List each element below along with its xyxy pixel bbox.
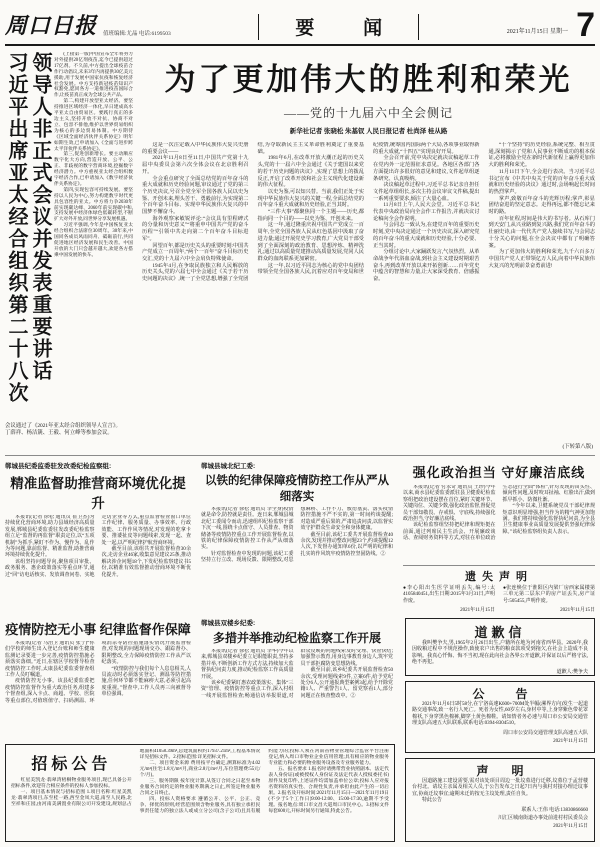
- article-inspection-work: [201, 618, 393, 740]
- article-political-duty: [403, 461, 595, 561]
- lost-notices-section: [403, 565, 595, 613]
- article-epidemic-discipline: [201, 461, 393, 613]
- continued-note: (下转第八版): [558, 442, 593, 450]
- apec-article-footer: [5, 423, 133, 437]
- apology-body: 我叫樊争夫,男,1965年2月26日出生,户籍所在地为河南省西华县。2020年,我因收粮过程中不规范操作,致使农户出售的粮食款项受到拖欠,在社会上造成不良影响。我真心忏悔、悔不当初,现在此向社会各界公开道歉,并保证以后严格守法,绝不再犯。: [412, 641, 588, 666]
- tender-notice-box: [5, 744, 395, 842]
- apec-article-body: (上接第一版)中国宣布全年将努力对外提供20亿剂疫苗,迄今已提供超过17亿剂。不久前,中方提出全球疫苗合作行动倡议,未来3年内再提供30亿美元援助,用于发展中国家抗疫和恢复经济社会发展。中方支持新冠疫苗知识产权豁免,愿同各方一道推进疫苗国际合作,让疫苗真正成为全球公共产品。 第二,构建开放型亚太经济。要坚持推进区域经济一体化,早日建成高水平亚太自由贸易区。要践行真正的多边主义,坚持开放不对抗、协商不对立、包容不排他,维护以世界贸易组织为核心的多边贸易体制。中方期待《区域全面经济伙伴关系协定》明年如期生效,已申请加入《全面与进步跨太平洋伙伴关系协定》。 第三,促进创新增长。要主动顺应数字化大方向,营造开放、公平、公正、非歧视的数字营商环境,挖掘数字经济潜力。中方重视亚太经合组织数字经济合作,已申请加入《数字经济伙伴关系协定》。 第四,实现包容可持续发展。要坚持以人民为中心,努力构建数字时代更具包容性的亚太。中方将力争2030年前实现碳达峰、2060年前实现碳中和,支持发展中经济体绿色低碳转型,不断扩大对外开放,同世界分享发展机遇。 习近平强调,今年是中国恢复亚太经合组织合法席位30周年。30年来,中国同各成员风雨同舟、砥砺前行,共同促进地区经济发展和民生改善。中国开放的大门只会越开越大,欢迎各方搭乘中国发展的快车。: [54, 52, 133, 258]
- article-b-headline: 以铁的纪律保障疫情防控工作从严从细落实: [205, 475, 389, 503]
- plenum-subtitle: ——党的十九届六中全会侧记: [283, 106, 453, 120]
- apec-attendees-line: 丁薛祥、杨洁篪、王毅、何立峰等参加会议。: [5, 429, 113, 436]
- lost-notice-item: [503, 586, 595, 613]
- article-d-body: 本报讯(记者 马治卫 通讯员 张宁)“你们学校的师生出入登记台账和师生健康监测记录要进一步完善,疫情防控措施必须落实落细。”近日,在辖区学校督导检查疫情防控工作时,太康县纪委监委督查组工作人员叮嘱道。 疫情防控无小事。该县纪委监委把疫情防控监督作为重大政治任务,组建多个督查组,深入卡点、商超、学校、医院等重点部位,对值班值守、扫码测温、环境消杀等防控措施落实情况开展监督检查,对发现的问题现场交办、跟踪督办、限期整改,全力保障疫情防控工作从严以纪落实。 “疫情防控与我们每个人息息相关,人员流动时必须落实登记、测温等防控措施,任何环节都不能麻痹大意,必须引起高度重视。”督查中,工作人员再三向被督导单位强调。: [5, 641, 191, 704]
- plenum-body: 这是一次注定载入中华民族伟大复兴史册的重要会议—— 2021年11月8日至11日,中国共产党第十九届中央委员会第六次全体会议在北京胜利召开。 全会重点研究了全面总结党的百年奋斗的重大成就和历史经验问题,审议通过了党的第三个历史决议,号召全党全军全国各族人民以史为鉴、开创未来,埋头苦干、勇毅前行,为实现第二个百年奋斗目标、实现中华民族伟大复兴的中国梦不懈奋斗。 海外观察家敏锐评论:“会议具有里程碑式的分量和历史意义”“将重申中国共产党的奋斗历程”“引领中共走向第二个百年奋斗目标进军”。 回望百年,都是历史关头的重要时刻:中国共产党成立一百周年,“两个一百年”奋斗目标历史交汇,党的十九届六中全会肩负特殊使命。 1945年4月,在争取民族独立和人民解放的历史关头,党的六届七中全会通过《关于若干历史问题的决议》,统一了全党思想,增强了全党团结,为夺取新民主主义革命胜利奠定了重要基础。 1981年6月,在改革开放大潮正起的历史关头,党的十一届六中全会通过《关于建国以来党的若干历史问题的决议》,实现了思想上的拨乱反正,开启了改革开放和社会主义现代化建设新的伟大征程。 以史为鉴,可以知兴替。当前,我们正处于实现中华民族伟大复兴的关键一程,全面总结党的百年奋斗重大成就和历史经验,正当其时。 “三件大事”都聚焦同一个主题——历史,都指向同一个目的——以史为鉴、开创未来。 这一年,通过隆重庆祝中国共产党成立一百周年,全党全国各族人民从红色基因中汲取了奋进力量;通过开展党史学习教育,广大党员干部受到了全面深刻的政治教育、思想淬炼、精神洗礼;通过以高质量党建推动高质量发展,党同人民群众的血肉联系更加紧密。 这一年,以习近平同志为核心的党中央团结带领全党全国各族人民,沉着应对百年变局和世纪疫情,统筹国内国际两个大局,各项事业取得新的重大成就,“十四五”实现良好开局。 全会召开前,党中央决定就决议稿起草工作在党内外一定范围征求意见。各地区各部门各方面提出许多很好的意见和建议,文件起草组逐条研究、认真吸纳。 决议稿起草过程中,习近平总书记亲自担任文件起草组组长,多次主持会议审议文件稿,提出一系列重要要求,倾注了大量心血。 11月8日上午,人民大会堂。习近平总书记代表中央政治局向全会作工作报告,并就决议讨论稿向全会作说明。 与会同志一致认为,在建党百年的重要历史时刻,党中央决定通过一个历史决议,深入研究党的百年奋斗的重大成就和历史经验,十分必要、正当其时。 分组讨论中,大家踊跃发言,气氛热烈。从革命战争年代浴血奋战,到社会主义建设时期艰苦奋斗,再到改革开放以来开拓创新……百年党史中蕴含的智慧和力量,让大家深受教育、倍感振奋。 “十个坚持”的历史经验,系统完整、相互贯通,深刻揭示了党和人民事业不断成功的根本保证,必将激励全党在新时代新征程上赢得更加伟大的胜利和荣光。 11月11日下午,全会进行表决。当习近平总书记宣布《中共中央关于党的百年奋斗重大成就和历史经验的决议》通过时,会场响起长时间的热烈掌声。 掌声,致敬百年奋斗的光辉历程;掌声,彰显团结奋进的坚定意志。走得再远,都不能忘记来时的路。 百年征程,时间是伟大的书写者。从石库门到天安门,从兴业路到复兴路,我们党百年奋斗的壮丽史诗,由一代代共产党人接续书写,与会同志十分关心的问题,在全会决议中都有了明确答案。 为了更加伟大的胜利和荣光,九千六百多万中国共产党人正带领亿万人民,向着中华民族伟大复兴的光明前景奋勇前进!: [142, 142, 595, 283]
- apec-article-top: [5, 52, 133, 420]
- bottom-region: [5, 618, 595, 842]
- apology-signer: 道歉人:樊争夫: [556, 669, 588, 675]
- lost-notices-title: 遗失声明: [465, 571, 533, 584]
- announcement-signer: 周口市公安局交通管理支队高速五大队: [502, 730, 588, 736]
- article-d-headline: 疫情防控无小事 纪律监督作保障: [5, 622, 191, 637]
- middle-right-stack: [403, 461, 595, 613]
- bottom-right-column: [405, 618, 595, 842]
- announcement-title: 公 告: [472, 687, 542, 701]
- traffic-announcement-box: [405, 681, 595, 753]
- apec-headline-line1: 习近平出席亚太经合组织第二十八次: [5, 52, 27, 404]
- section-banner: [258, 13, 419, 40]
- section-title: 要 闻: [295, 18, 405, 39]
- statement-contact: 联系人:王伟 电话:13830866660: [521, 807, 588, 813]
- plenum-byline: 新华社记者 张晓松 朱基钗 人民日报记者 杜尚泽 桂从路: [289, 128, 448, 135]
- middle-band: [5, 455, 595, 613]
- lost-notice-date: 2021年11月15日: [560, 608, 595, 613]
- apology-letter-box: [405, 618, 595, 676]
- page-header: [5, 6, 595, 46]
- article-e-headline: 多措并举推动纪检监察工作开展: [212, 631, 381, 645]
- article-e-kicker: 郸城县双楼乡纪委:: [201, 620, 256, 627]
- statement-date: 2021年11月15日: [553, 823, 588, 829]
- article-a-kicker: 郸城县纪委监委驻发改委纪检监察组:: [5, 463, 112, 470]
- article-e-body: 本报讯(记者 徐松 通讯员 李华)今年以来,郸城县双楼乡纪委立足职能职责,坚持多措并举,不断创新工作方式方法,持续加大监督执纪问责力度,推动纪检监察工作高质量开展。 该乡纪委紧盯惠农政策落实、集体“三资”管理、疫情防控等重点工作,深入村组一线开展监督检查;畅通信访举报渠道,对群众反映的问题线索及时受理、快查快结;加强警示教育,用身边事教育身边人,筑牢党员干部拒腐防变思想防线。 截至目前,该乡纪委共开展监督检查50余次,受理问题线索9件,立案6件,给予党纪处分6人,公开通报典型案例3起,给予开除党籍1人、严重警告1人、留党察看1人,部分问题正在核查整改中。②: [201, 649, 393, 699]
- newspaper-title: 周口日报: [5, 13, 98, 38]
- publication-date: 2021年11月15日 星期一: [506, 29, 569, 35]
- lost-notices-items: [403, 586, 595, 613]
- right-bar: [418, 14, 419, 40]
- plenum-article: [142, 52, 595, 450]
- tender-title: 招标公告: [31, 756, 112, 773]
- apec-vertical-headline: [5, 52, 50, 420]
- lower-articles-row: [5, 618, 395, 740]
- plenum-headline: 为了更加伟大的胜利和荣光: [164, 62, 573, 97]
- article-business-env: [5, 461, 191, 613]
- lost-notice-item: [403, 586, 495, 613]
- article-b-kicker: 郸城县城北纪工委:: [201, 463, 256, 470]
- apec-article: [5, 52, 133, 450]
- lost-notice-text: ●李心阳出生医学证明丢失,编号:太4105840451,出生日期:2015年3月31日,声明作废。: [403, 586, 495, 604]
- article-epidemic-supervision: [5, 618, 191, 740]
- statement-body: 因道路施工建设需要,需对该处项目周边一批坟墓进行迁移,坟墓位于孟营楼台村北。请坟主亲属及相关人员,于公告发布之日起7日内与我村对接办理迁坟事宜,协商迁坟事宜;逾期未迁的按无主坟处理,责任自负。 特此公告: [412, 779, 588, 804]
- announcement-date: 2021年11月15日: [553, 738, 588, 744]
- left-bar: [258, 14, 259, 40]
- top-band: [5, 52, 595, 450]
- apology-title: 道歉信: [474, 625, 526, 640]
- announcement-body: 2021年11月6日5时58分,在宁洛高速K600+700M处半幅(漯界方向)发生一起道路交通事故,致一名行人死亡。死者为女性,60岁左右,身材中等,上身穿紫色带花罩棉袄,下身穿黑色棉裤,脚穿土黄色棉鞋。请知情者务必速与周口市公安局交通管理支队高速五大队联系,联系电话:0394-8304510。: [412, 702, 588, 727]
- plenum-body-columns: [142, 142, 595, 450]
- apec-declaration-line: 会议通过了《2021年亚太经合组织领导人宣言》。: [5, 423, 121, 429]
- article-a-body: 本报讯(记者 徐松 通讯员 崔卫杰)为持续优化营商环境,助力县域经济高质量发展,郸城县纪委监委驻发改委纪检监察组立足“监督的再监督”职责定位,以“五项机制”为抓手,紧盯不作为、慢作为、乱作为等问题,靠前监督、精准监督,助推营商环境持续优化提升。 该组坚持问题导向,聚焦项目审批、政务服务、惠企政策落实等重点环节,通过“回”访电话核实、发放调查问卷、实地走访企业等方式,重点监督检查窗口单位工作纪律、服务质量、办事效率、行政效能、工作作风等情况,对发现的吃拿卡要、推诿扯皮等问题线索,发现一起、查处一起,以严明纪律护航营商环境。 截至目前,该组共开展监督检查30余次,走访企业46家,收集意见建议25条,推动解决涉企问题18个,下发纪检监察建议书5份,以精准有效监督推动营商环境不断优化提升。: [5, 515, 191, 578]
- article-a-headline: 精准监督助推营商环境优化提升: [10, 476, 186, 511]
- statement-signer: 川汇区城南街道办事处前进村村民委员会: [497, 815, 588, 821]
- article-b-body: 本报讯(记者 徐松 通讯员 李全身)疫情就是命令,防控就是责任。连日来,郸城县城北纪工委闻令而动,迅速组织纪检监察干部下沉一线,围绕卡点值守、人员排查、物资储备等疫情防控重点工作开展监督检查,以铁的纪律保障疫情防控工作从严从细落实。 针对监督检查中发现的问题,该纪工委坚持立行立改、现场反馈、限期整改,对思想麻痹、工作不力、敷衍塞责、落实疫情防控措施不严不实的,第一时间约谈提醒;对造成严重后果的,严肃追责问责,以监督实效守护群众生命安全和身体健康。 截至目前,该纪工委共开展监督检查40余次,发现并推动整改问题23个,约谈提醒12人次,下发督办通知单6份,以严明的纪律和扎实的作风筑牢疫情防控坚固防线。②: [201, 507, 393, 564]
- article-c-headline: 强化政治担当 守好廉洁底线: [412, 465, 586, 480]
- article-c-body: 本报讯(记者 付永奇 通讯员 王珍)今年以来,商水县纪委监委派驻县卫健委纪检监察组把政治建设摆在首位,紧盯关键环节、关键岗位、关键少数,强化政治监督,督促党员干部知敬畏、存戒惧、守底线,持续强化政治担当,守好廉洁底线。 该纪检监察组坚持把纪律和规矩挺在前面,通过列席民主生活会、开展廉政谈话、查阅财务资料等方式,对驻在单位政治生态进行全面“体检”,针对发现的苗头性、倾向性问题,及时咬耳扯袖、红脸出汗,做到抓早抓小、防微杜渐。 “今年以来,卫健系统党员干部纪律规矩意识明显增强,担当作为的精气神更加饱满。我们将持续强化监督执纪问责,为全县卫生健康事业高质量发展提供坚强纪律保障。”该纪检监察组负责人表示。: [403, 485, 595, 542]
- page-number: 7: [576, 6, 595, 45]
- lost-notice-text: ●张连焕位于淮阳区内梁厂房西家属楼第三单元第二层东户的房产证丢失,房产证号:505455,声明作废。: [503, 586, 595, 604]
- bottom-left-column: [5, 618, 395, 842]
- lost-notice-date: 2021年11月15日: [460, 608, 495, 613]
- date-page-group: [506, 6, 595, 45]
- apec-headline-line2: 领导人非正式会议并发表重要讲话: [29, 52, 51, 382]
- tender-columns: [11, 749, 389, 837]
- editor-info: 值班编辑:尤晶 电话:6199503: [103, 31, 171, 37]
- tender-body: 红星美凯龙·翡翠湾梧桐物业服务项目,现已具备公开招标条件,欢迎符合相应条件的投标人参加投标。 一、项目基本情况与招标范围 1.项目名称:红星美凯龙·翡翠湾项目,东至桂一路,西至金凤大道,南至人民路,北至祥和庄园,由河南美满置业有限公司开发建设,规划总占地面积41058.39m²,总建筑面积约17937.21m²,工程基本情况详见招标文件。2.招标范围:详见招标文件。 二、项目资金来源 费用按平台确定,测算标准为4.02元/m²(住宅:1.8元/m²/月,商业:2.8元/m²/月,车位管理费:55元/个/月)。 三、服务期限 按年度计算,从签订合同之日起至本物业服务合同约定的物业服务期满之日止,所签定物业服务合同之日终止。 四、投标人资格要求 遵循公开、公平、公正、竞争、择优的原则,经营范围须含物业服务,具有独立承担民事责任能力的独立法人或成立分公司(含子公司)且具有履约能力的;投标人须在河南省物业管理综合监管平台注册登记,纳入周口市物业企业信用管理;具有相应的物业服务专业能力和必要的物业服务设备及专业服务能力。 五、报名要求 1.报名时请携带营业执照副本、法定代表人身份证(或被授权人身份证及法定代表人授权委托书)原件及复印件,上述证件均需加盖单位公章;投标人应对报名资料的真实性、合规性负责,并承担由此产生的一切后果。2.报名及开标时间:2021年11月15日—2021年11月19日(不少于5个工作日)9:00-12:00、15:00-17:30,逾期不予受理。报名地点:周口市文昌大道周口市民中心。3.招标文件每套600元,开标时间另行通知,特此公告。: [11, 749, 389, 814]
- statement-box: [405, 758, 595, 842]
- masthead-group: [5, 9, 171, 40]
- statement-title: 声 明: [476, 764, 534, 778]
